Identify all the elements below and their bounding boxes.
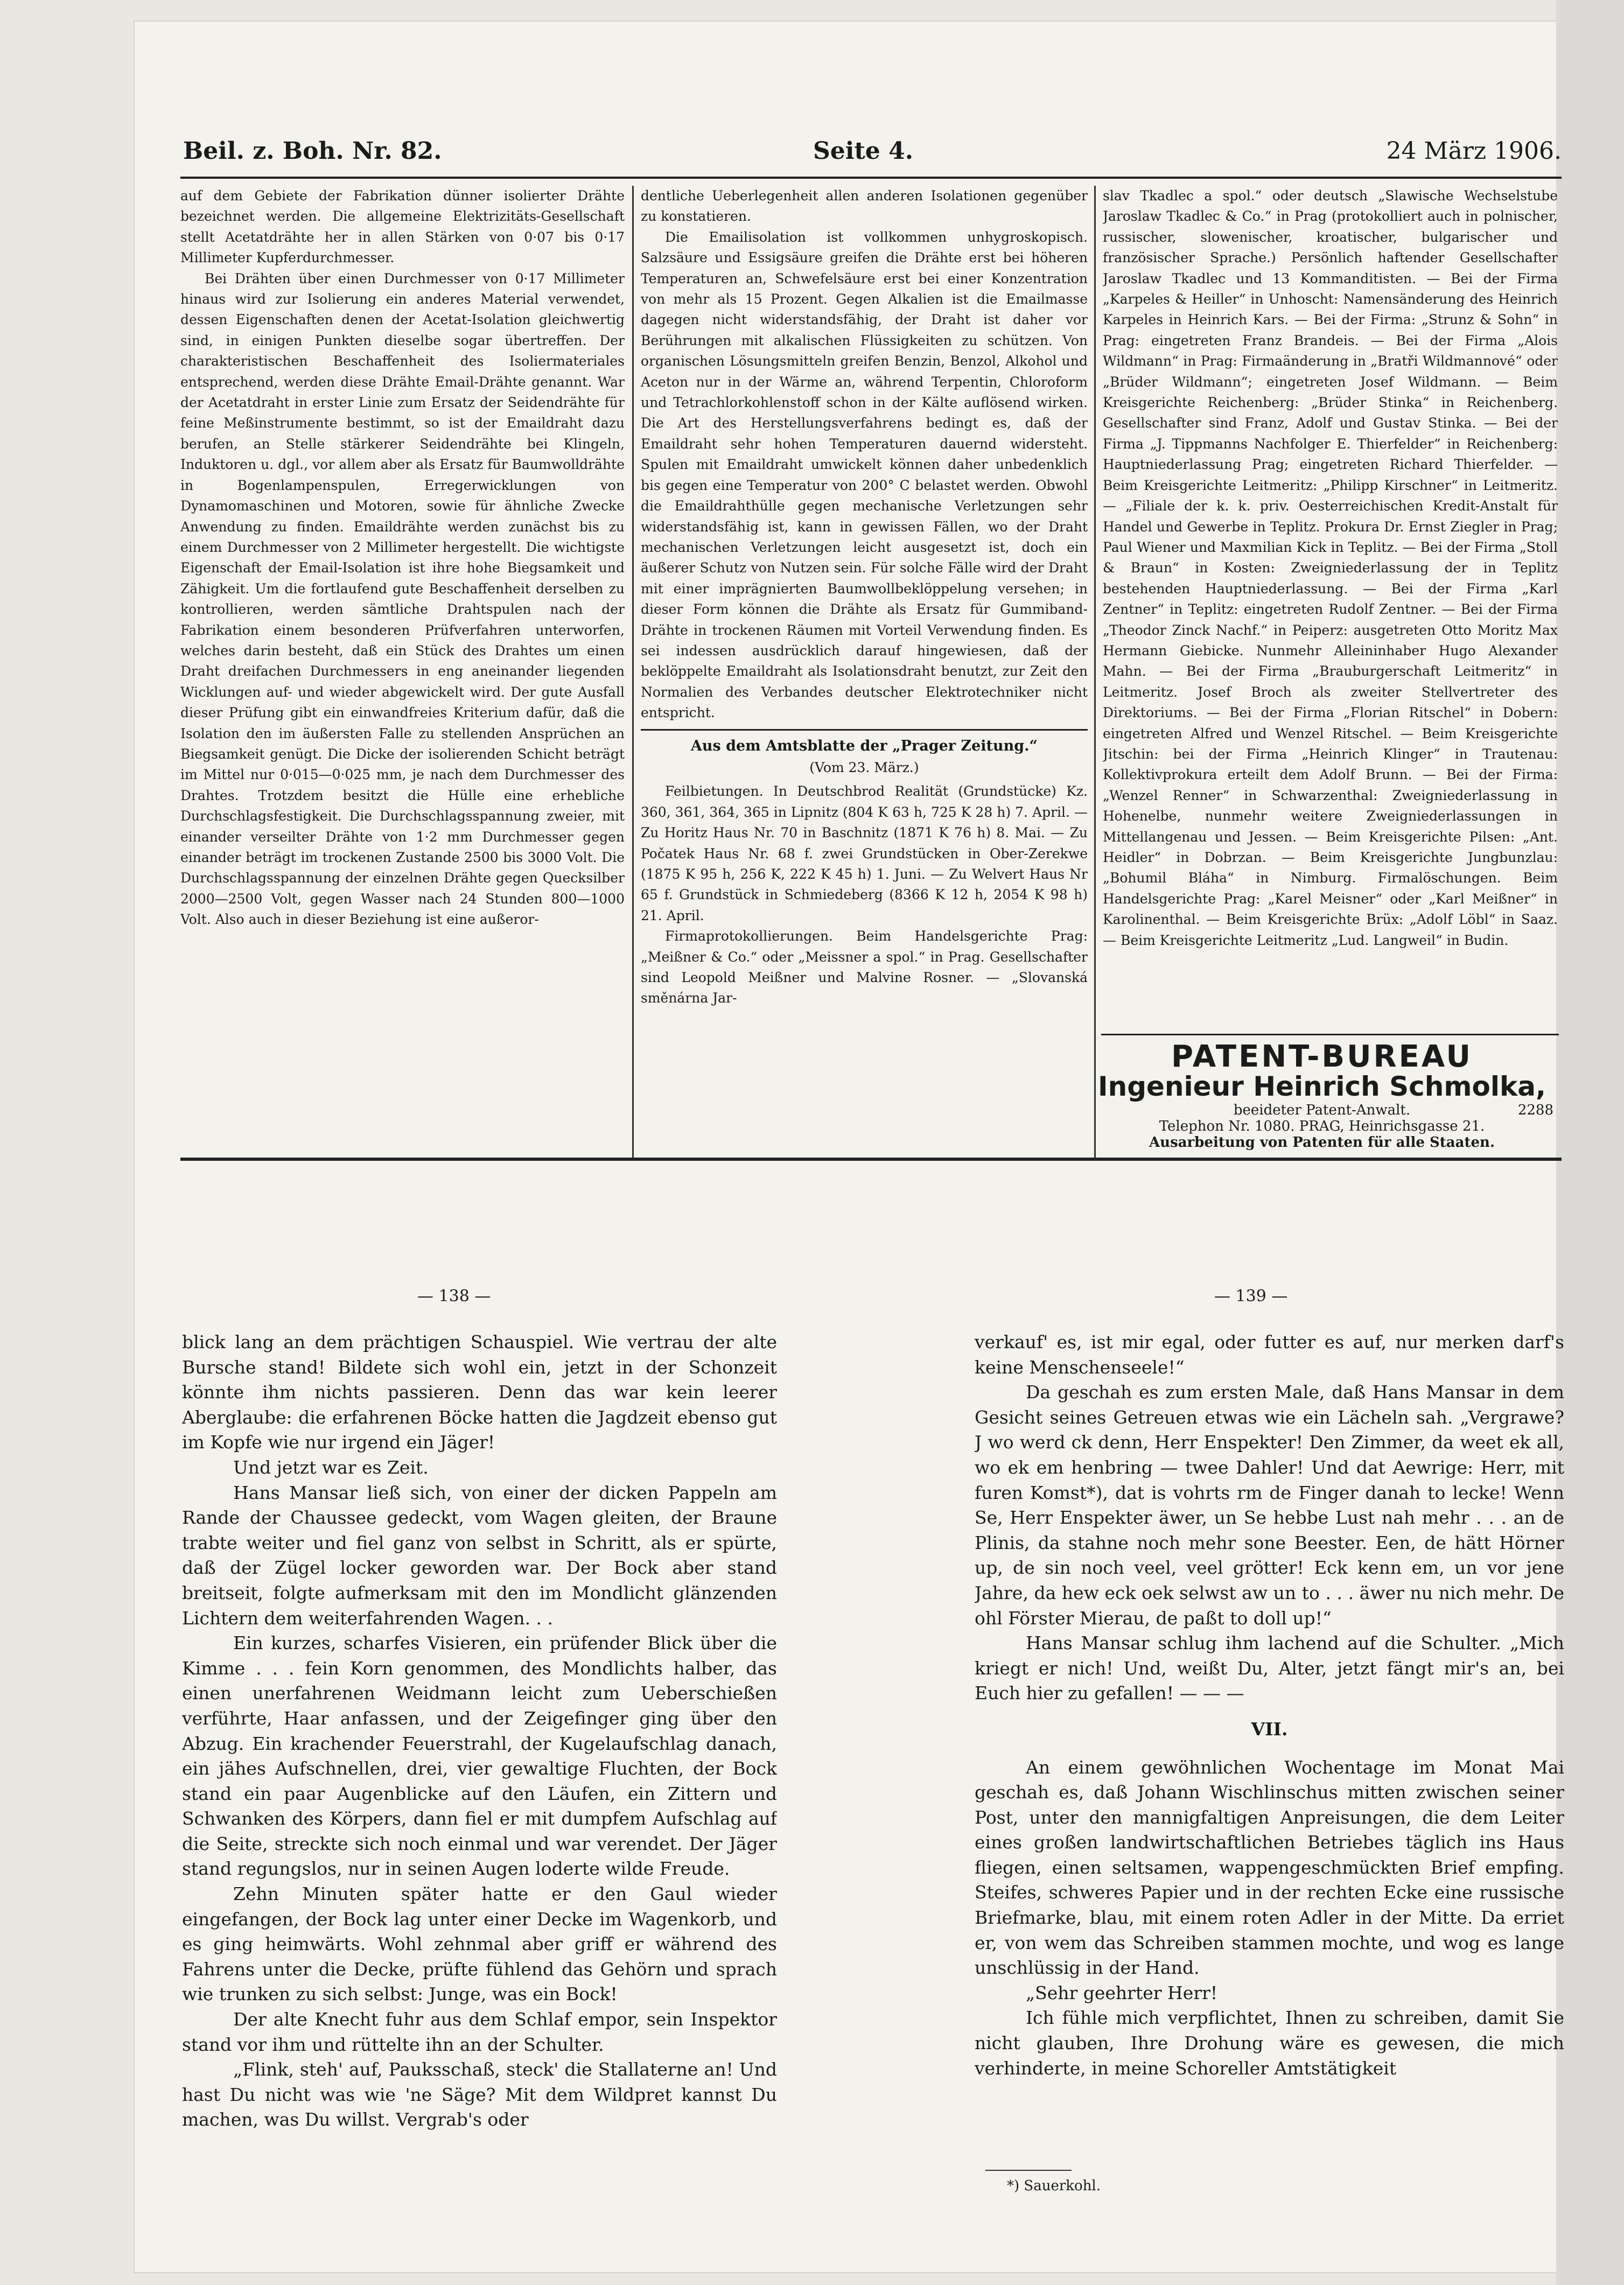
- patent-title: PATENT-BUREAU: [1171, 1039, 1473, 1074]
- patent-name: Ingenieur Heinrich Schmolka,: [1098, 1071, 1546, 1102]
- book-paragraph: verkauf' es, ist mir egal, oder futter es auf, nur merken darf's keine Menschenseele!“: [975, 1331, 1564, 1378]
- page-header: [183, 137, 1562, 175]
- book-paragraph: Da geschah es zum ersten Male, daß Hans Mansar in dem Gesicht seines Getreuen etwas wie ein Lächeln sah. „Vergrawe? J wo werd ck denn, Herr Enspekter! Den Zimmer, da weet ek all, wo ek em henbring — twee Dahler! Und dat Aewrige: Herr, mit furen Komst*), dat is vohrts rm de Finger danah to lecke! Wenn Se, Herr Enspekter äwer, un Se hebbe Lust nah mehr . . . an de Plinis, da stahne noch mehr sone Beester. Een, de hätt Hörner up, de sin noch veel, veel grötter! Eck kenn em, un vor jene Jahre, da hew eck oek selwst aw un to . . . äwer nu nich mehr. De ohl Förster Mierau, de paßt to doll up!“: [975, 1382, 1564, 1629]
- col3-paragraph: slav Tkadlec a spol.“ oder deutsch „Slawische Wechselstube Jaroslaw Tkadlec & Co.“ in Prag (protokolliert auch in polnischer, russischer, slowenischer, kroatischer, bulgarischer und französischer Sprache.) Persönlich haftender Gesellschafter Jaroslaw Tkadlec und 13 Kommanditisten. — Bei der Firma „Karpeles & Heiller“ in Unhoscht: Namensänderung des Heinrich Karpeles in Heinrich Kars. — Bei der Firma: „Strunz & Sohn“ in Prag: eingetreten Franz Brandeis. — Bei der Firma „Alois Wildmann“ in Prag: Firmaänderung in „Bratři Wildmannové“ oder „Brüder Wildmann“; eingetreten Josef Wildmann. — Beim Kreisgerichte Reichenberg: „Brüder Stinka“ in Reichenberg. Gesellschafter sind Franz, Adolf und Gustav Stinka. — Bei der Firma „J. Tippmanns Nachfolger E. Thierfelder“ in Reichenberg: Hauptniederlassung Prag; eingetreten Richard Thierfelder. — Beim Kreisgerichte Leitmeritz: „Philipp Kirschner“ in Leitmeritz. — „Filiale der k. k. priv. Oesterreichischen Kredit-Anstalt für Handel und Gewerbe in Teplitz. Prokura Dr. Ernst Ziegler in Prag; Paul Wiener und Maxmilian Kick in Teplitz. — Bei der Firma „Stoll & Braun“ in Kosten: Zweigniederlassung der in Teplitz bestehenden Hauptniederlassung. — Bei der Firma „Karl Zentner“ in Teplitz: eingetreten Rudolf Zentner. — Bei der Firma „Theodor Zinck Nachf.“ in Peiperz: ausgetreten Otto Moritz Max Hermann Giebicke. Nunmehr Alleininhaber Hugo Alexander Mahn. — Bei der Firma „Brauburgerschaft Leitmeritz“ in Leitmeritz. Josef Broch als zweiter Stellvertreter des Direktoriums. — Bei der Firma „Florian Ritschel“ in Dobern: eingetreten Alfred und Wenzel Ritschel. — Beim Kreisgerichte Jitschin: bei der Firma „Heinrich Klinger“ in Trautenau: Kollektivprokura erteilt dem Adolf Brunn. — Bei der Firma: „Wenzel Renner“ in Schwarzenthal: Zweigniederlassung in Hohenelbe, nunmehr weitere Zweigniederlassungen in Mittellangenau und Jessen. — Beim Kreisgerichte Pilsen: „Ant. Heidler“ in Dobrzan. — Beim Kreisgerichte Jungbunzlau: „Bohumil Bláha“ in Nimburg. Firmalöschungen. Beim Handelsgerichte Prag: „Karel Meisner“ oder „Karl Meißner“ in Karolinenthal. — Beim Kreisgerichte Brüx: „Adolf Löbl“ in Saaz. — Beim Kreisgerichte Leitmeritz „Lud. Langweil“ in Budin.: [1103, 188, 1558, 948]
- newspaper-column-3: [1103, 186, 1558, 1034]
- amtsblatt-paragraph: Firmaprotokollierungen. Beim Handelsgerichte Prag: „Meißner & Co.“ oder „Meissner a spol.“ in Prag. Gesellschafter sind Leopold Meißner und Malvine Rosner. — „Slovanská směnárna Jar-: [641, 928, 1088, 1006]
- header-supplement: Beil. z. Boh. Nr. 82.: [183, 137, 442, 165]
- section-rule: [641, 729, 1088, 731]
- book-page-right: [975, 1330, 1564, 2164]
- book-paragraph: „Sehr geehrter Herr!: [1026, 1982, 1218, 2003]
- book-paragraph: Ich fühle mich verpflichtet, Ihnen zu schreiben, damit Sie nicht glauben, Ihre Drohung wäre es gewesen, die mich verhinderte, in meine Schoreller Amtstätigkeit: [975, 2007, 1564, 2079]
- book-paragraph: „Flink, steh' auf, Pauksschaß, steck' die Stallaterne an! Und hast Du nicht was wie 'ne Säge? Mit dem Wildpret kannst Du machen, was Du willst. Vergrab's oder: [182, 2059, 777, 2130]
- patent-bureau-ad: [1085, 1039, 1559, 1151]
- book-paragraph: An einem gewöhnlichen Wochentage im Monat Mai geschah es, daß Johann Wischlinschus mitten zwischen seiner Post, unter den mannigfaltigen Anpreisungen, die dem Leiter eines großen landwirtschaftlichen Betriebes täglich ins Haus fliegen, einen seltsamen, wappengeschmückten Brief empfing. Steifes, schweres Papier und in der rechten Ecke eine russische Briefmarke, blau, mit einem roten Adler in der Mitte. Da erriet er, von wem das Schreiben stammen mochte, und wog es lange unschlüssig in der Hand.: [975, 1756, 1564, 1979]
- book-page-left: [182, 1330, 777, 2175]
- newspaper-column-1: [180, 186, 625, 1155]
- page-edge: [1556, 0, 1624, 2285]
- book-paragraph: blick lang an dem prächtigen Schauspiel. Wie vertrau der alte Bursche stand! Bildete sich wohl ein, jetzt in der Schonzeit könnte ihm nichts passieren. Denn das war kein leerer Aberglaube: die erfahrenen Böcke hatten die Jagdzeit ebenso gut im Kopfe wie nur irgend ein Jäger!: [182, 1331, 777, 1453]
- book-paragraph: Hans Mansar schlug ihm lachend auf die Schulter. „Mich kriegt er nich! Und, weißt Du, Alter, jetzt fängt mir's an, bei Euch hier zu gefallen! — — —: [975, 1632, 1564, 1704]
- col2-paragraph: Die Emailisolation ist vollkommen unhygroskopisch. Salzsäure und Essigsäure greifen die Drähte erst bei höheren Temperaturen an, Schwefelsäure erst bei einer Konzentration von mehr als 15 Prozent. Gegen Alkalien ist die Emailmasse dagegen nicht widerstandsfähig, der Draht ist daher vor Berührungen mit alkalischen Flüssigkeiten zu schützen. Von organischen Lösungsmitteln greifen Benzin, Benzol, Alkohol und Aceton nur in der Wärme an, während Terpentin, Chloroform und Tetrachlorkohlenstoff schon in der Kälte auflösend wirken. Die Art des Herstellungsverfahrens bedingt es, daß der Emaildraht sehr hohen Temperaturen dauernd widersteht. Spulen mit Emaildraht umwickelt können daher unbedenklich bis gegen eine Temperatur von 200° C belastet werden. Obwohl die Emaildrahthülle gegen mechanische Verletzungen sehr widerstandsfähig ist, kann in gewissen Fällen, wo der Draht mechanischen Verletzungen leicht ausgesetzt ist, doch ein äußerer Schutz von Nutzen sein. Für solche Fälle wird der Draht mit einer imprägnierten Baumwollbeklöppelung versehen; in dieser Form können die Drähte als Ersatz für Gummiband-Drähte in trockenen Räumen mit Vorteil Verwendung finden. Es sei indessen ausdrücklich darauf hingewiesen, daß der beklöppelte Emaildraht als Isolationsdraht benutzt, zur Zeit den Normalien des Verbandes deutscher Elektrotechniker nicht entspricht.: [641, 229, 1088, 721]
- header-page: Seite 4.: [813, 137, 914, 165]
- col2-paragraph: dentliche Ueberlegenheit allen anderen Isolationen gegenüber zu konstatieren.: [641, 188, 1088, 225]
- patent-address: Telephon Nr. 1080. PRAG, Heinrichsgasse 21.: [1159, 1118, 1485, 1134]
- column-rule: [632, 186, 634, 1158]
- patent-role: [1085, 1102, 1559, 1118]
- newspaper-column-2: [641, 186, 1088, 1155]
- header-rule: [180, 177, 1562, 179]
- header-date: 24 März 1906.: [1386, 137, 1562, 165]
- book-paragraph: Und jetzt war es Zeit.: [233, 1456, 429, 1478]
- column-rule: [1094, 186, 1096, 1158]
- amtsblatt-subtitle: (Vom 23. März.): [809, 759, 919, 775]
- amtsblatt-paragraph: Feilbietungen. In Deutschbrod Realität (Grundstücke) Kz. 360, 361, 364, 365 in Lipnitz (804 K 63 h, 725 K 28 h) 7. April. — Zu Horitz Haus Nr. 70 in Baschnitz (1871 K 76 h) 8. Mai. — Zu Počatek Haus Nr. 68 f. zwei Grundstücken in Ober-Zerekwe (1875 K 95 h, 256 K, 222 K 45 h) 1. Juni. — Zu Welvert Haus Nr 65 f. Grundstück in Schmiedeberg (8366 K 12 h, 2054 K 98 h) 21. April.: [641, 783, 1088, 923]
- book-paragraph: Hans Mansar ließ sich, von einer der dicken Pappeln am Rande der Chaussee gedeckt, vom Wagen gleiten, der Braune trabte weiter und fiel ganz von selbst in Schritt, als er spürte, daß der Zügel locker geworden war. Der Bock aber stand breitseit, folgte aufmerksam mit den im Mondlicht glänzenden Lichtern dem weiterfahrenden Wagen. . .: [182, 1482, 777, 1629]
- chapter-heading: VII.: [1251, 1718, 1288, 1740]
- footnote-rule: [985, 2170, 1072, 2171]
- col1-paragraph: auf dem Gebiete der Fabrikation dünner isolierter Drähte bezeichnet werden. Die allgemeine Elektrizitäts-Gesellschaft stellt Acetatdrähte her in allen Stärken von 0·07 bis 0·17 Millimeter Kupferdurchmesser.: [180, 188, 625, 266]
- patent-code: 2288: [1517, 1102, 1553, 1118]
- patent-service: Ausarbeitung von Patenten für alle Staaten.: [1149, 1134, 1495, 1151]
- patent-role-text: beeideter Patent-Anwalt.: [1233, 1102, 1411, 1118]
- book-paragraph: Ein kurzes, scharfes Visieren, ein prüfender Blick über die Kimme . . . fein Korn genommen, des Mondlichts halber, das einen unerfahrenen Weidmann leicht zum Ueberschießen verführte, Haar anfassen, und der Zeigefinger ging über den Abzug. Ein krachender Feuerstrahl, der Kugelaufschlag danach, ein jähes Aufschnellen, drei, vier gewaltige Fluchten, der Bock stand ein paar Augenblicke auf den Läufen, ein Zittern und Schwanken des Körpers, dann fiel er mit dumpfem Aufschlag auf die Seite, streckte sich noch einmal und war verendet. Der Jäger stand regungslos, nur in seinen Augen loderte wilde Freude.: [182, 1632, 777, 1880]
- book-paragraph: Zehn Minuten später hatte er den Gaul wieder eingefangen, der Bock lag unter einer Decke im Wagenkorb, und es ging heimwärts. Wohl zehnmal aber griff er während des Fahrens unter die Decke, prüfte fühlend das Gehörn und sprach wie trunken zu sich selbst: Junge, was ein Bock!: [182, 1883, 777, 2005]
- col1-paragraph: Bei Drähten über einen Durchmesser von 0·17 Millimeter hinaus wird zur Isolierung ein anderes Material verwendet, dessen Eigenschaften denen der Acetat-Isolation gleichwertig sind, in einigen Punkten dieselbe sogar übertreffen. Der charakteristischen Beschaffenheit des Isoliermateriales entsprechend, werden diese Drähte Email-Drähte genannt. War der Acetatdraht in erster Linie zum Ersatz der Seidendrähte für feine Meßinstrumente bestimmt, so ist der Emaildraht dazu berufen, an Stelle stärkerer Seidendrähte bei Klingeln, Induktoren u. dgl., vor allem aber als Ersatz für Baumwolldrähte in Bogenlampenspulen, Erregerwicklungen von Dynamomaschinen und Motoren, sowie für ähnliche Zwecke Anwendung zu finden. Emaildrähte werden zunächst bis zu einem Durchmesser von 2 Millimeter hergestellt. Die wichtigste Eigenschaft der Email-Isolation ist ihre hohe Biegsamkeit und Zähigkeit. Um die fortlaufend gute Beschaffenheit derselben zu kontrollieren, werden sämtliche Drahtspulen nach der Fabrikation einem besonderen Prüfverfahren unterworfen, welches darin besteht, daß ein Stück des Drahtes um einen Draht dreifachen Durchmessers in eng aneinander liegenden Wicklungen auf- und wieder abgewickelt wird. Der gute Ausfall dieser Prüfung gibt ein einwandfreies Kriterium dafür, daß die Isolation den im äußersten Falle zu stellenden Ansprüchen an Biegsamkeit genügt. Die Dicke der isolierenden Schicht beträgt im Mittel nur 0·015—0·025 mm, je nach dem Durchmesser des Drahtes. Trotzdem besitzt die Hülle eine erhebliche Durchschlagsfestigkeit. Die Durchschlagsspannung zweier, mit einander verseilter Drähte von 1·2 mm Durchmesser gegen einander beträgt im trockenen Zustande 2500 bis 3000 Volt. Die Durchschlagsspannung der einzelnen Drähte gegen Quecksilber 2000—2500 Volt, gegen Wasser nach 24 Stunden 800—1000 Volt. Also auch in dieser Beziehung ist eine außeror-: [180, 270, 625, 928]
- book-page-number-left: — 138 —: [417, 1287, 491, 1306]
- newspaper-bottom-rule: [180, 1158, 1562, 1161]
- footnote: *) Sauerkohl.: [1007, 2178, 1101, 2194]
- book-page-number-right: — 139 —: [1214, 1287, 1288, 1306]
- book-paragraph: Der alte Knecht fuhr aus dem Schlaf empor, sein Inspektor stand vor ihm und rüttelte ihn an der Schulter.: [182, 2009, 777, 2055]
- amtsblatt-title: Aus dem Amtsblatte der „Prager Zeitung.“: [690, 737, 1038, 754]
- patent-rule: [1101, 1034, 1559, 1035]
